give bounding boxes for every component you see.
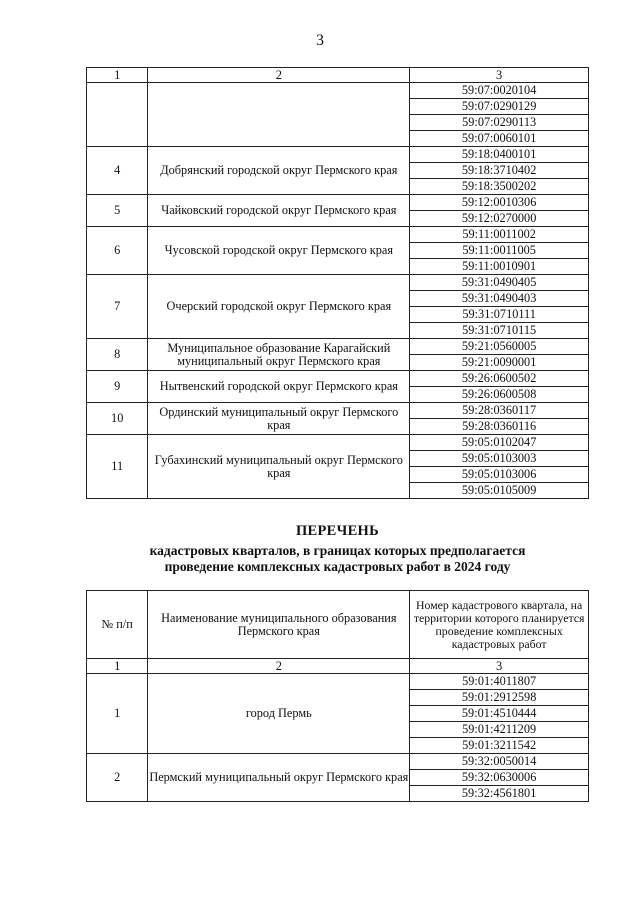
column-index-row <box>87 659 589 674</box>
cadastral-code: 59:01:4211209 <box>410 722 589 738</box>
list-subtitle-line-2: проведение комплексных кадастровых работ в 2024 году <box>164 559 511 574</box>
cadastral-code: 59:07:0290129 <box>410 99 589 115</box>
cadastral-table-2024 <box>86 590 589 802</box>
cadastral-code: 59:18:0400101 <box>410 147 589 163</box>
municipality-name: Губахинский муниципальный округ Пермского края <box>148 435 410 499</box>
cadastral-code: 59:26:0600508 <box>410 387 589 403</box>
cadastral-code: 59:32:4561801 <box>410 786 589 802</box>
municipality-name: Нытвенский городской округ Пермского края <box>148 371 410 403</box>
municipality-name: Пермский муниципальный округ Пермского края <box>148 754 410 802</box>
cadastral-code: 59:31:0490405 <box>410 275 589 291</box>
table-row <box>87 339 589 355</box>
list-subtitle <box>86 543 589 575</box>
cadastral-code: 59:28:0360117 <box>410 403 589 419</box>
cadastral-code: 59:26:0600502 <box>410 371 589 387</box>
table-row <box>87 195 589 211</box>
municipality-name: Очерский городской округ Пермского края <box>148 275 410 339</box>
row-number: 1 <box>87 674 148 754</box>
column-index-cell: 1 <box>87 68 148 83</box>
cadastral-code: 59:31:0490403 <box>410 291 589 307</box>
table-row <box>87 371 589 387</box>
cadastral-code: 59:07:0060101 <box>410 131 589 147</box>
cadastral-code: 59:12:0270000 <box>410 211 589 227</box>
cadastral-code: 59:32:0050014 <box>410 754 589 770</box>
row-number: 11 <box>87 435 148 499</box>
table-row <box>87 435 589 451</box>
column-head-municipality: Наименование муниципального образования Пермского края <box>148 591 410 659</box>
cadastral-code: 59:07:0290113 <box>410 115 589 131</box>
cadastral-code: 59:05:0105009 <box>410 483 589 499</box>
row-number: 2 <box>87 754 148 802</box>
table-head-row <box>87 591 589 659</box>
cadastral-code: 59:18:3500202 <box>410 179 589 195</box>
cadastral-code: 59:11:0010901 <box>410 259 589 275</box>
cadastral-code: 59:01:4011807 <box>410 674 589 690</box>
cadastral-table-continued <box>86 67 589 499</box>
cadastral-code: 59:01:3211542 <box>410 738 589 754</box>
cadastral-code: 59:21:0560005 <box>410 339 589 355</box>
cadastral-code: 59:11:0011005 <box>410 243 589 259</box>
cadastral-code: 59:11:0011002 <box>410 227 589 243</box>
column-index-cell: 3 <box>410 68 589 83</box>
column-index-cell: 2 <box>148 68 410 83</box>
row-number: 10 <box>87 403 148 435</box>
table-row <box>87 275 589 291</box>
table-row <box>87 403 589 419</box>
row-number <box>87 83 148 147</box>
column-index-cell: 2 <box>148 659 410 674</box>
municipality-name <box>148 83 410 147</box>
column-index-cell: 1 <box>87 659 148 674</box>
municipality-name: Чусовской городской округ Пермского края <box>148 227 410 275</box>
cadastral-code: 59:07:0020104 <box>410 83 589 99</box>
cadastral-code: 59:01:2912598 <box>410 690 589 706</box>
row-number: 7 <box>87 275 148 339</box>
row-number: 6 <box>87 227 148 275</box>
municipality-name: город Пермь <box>148 674 410 754</box>
cadastral-code: 59:18:3710402 <box>410 163 589 179</box>
row-number: 4 <box>87 147 148 195</box>
column-index-row <box>87 68 589 83</box>
cadastral-code: 59:31:0710111 <box>410 307 589 323</box>
cadastral-code: 59:05:0103003 <box>410 451 589 467</box>
column-head-number: № п/п <box>87 591 148 659</box>
cadastral-code: 59:12:0010306 <box>410 195 589 211</box>
cadastral-code: 59:21:0090001 <box>410 355 589 371</box>
table-row <box>87 147 589 163</box>
cadastral-code: 59:05:0102047 <box>410 435 589 451</box>
table-row <box>87 83 589 99</box>
municipality-name: Ординский муниципальный округ Пермского края <box>148 403 410 435</box>
municipality-name: Чайковский городской округ Пермского края <box>148 195 410 227</box>
row-number: 9 <box>87 371 148 403</box>
table-row <box>87 227 589 243</box>
cadastral-code: 59:01:4510444 <box>410 706 589 722</box>
row-number: 5 <box>87 195 148 227</box>
list-subtitle-line-1: кадастровых кварталов, в границах которых предполагается <box>149 543 526 558</box>
list-title: ПЕРЕЧЕНЬ <box>295 523 380 539</box>
cadastral-code: 59:28:0360116 <box>410 419 589 435</box>
municipality-name: Добрянский городской округ Пермского края <box>148 147 410 195</box>
municipality-name: Муниципальное образование Карагайский муниципальный округ Пермского края <box>148 339 410 371</box>
table-row <box>87 674 589 690</box>
column-head-cadastral-number: Номер кадастрового квартала, на территории которого планируется проведение комплексных кадастровых работ <box>410 591 589 659</box>
row-number: 8 <box>87 339 148 371</box>
cadastral-code: 59:05:0103006 <box>410 467 589 483</box>
page-number: 3 <box>316 32 324 49</box>
cadastral-code: 59:31:0710115 <box>410 323 589 339</box>
table-row <box>87 754 589 770</box>
column-index-cell: 3 <box>410 659 589 674</box>
cadastral-code: 59:32:0630006 <box>410 770 589 786</box>
